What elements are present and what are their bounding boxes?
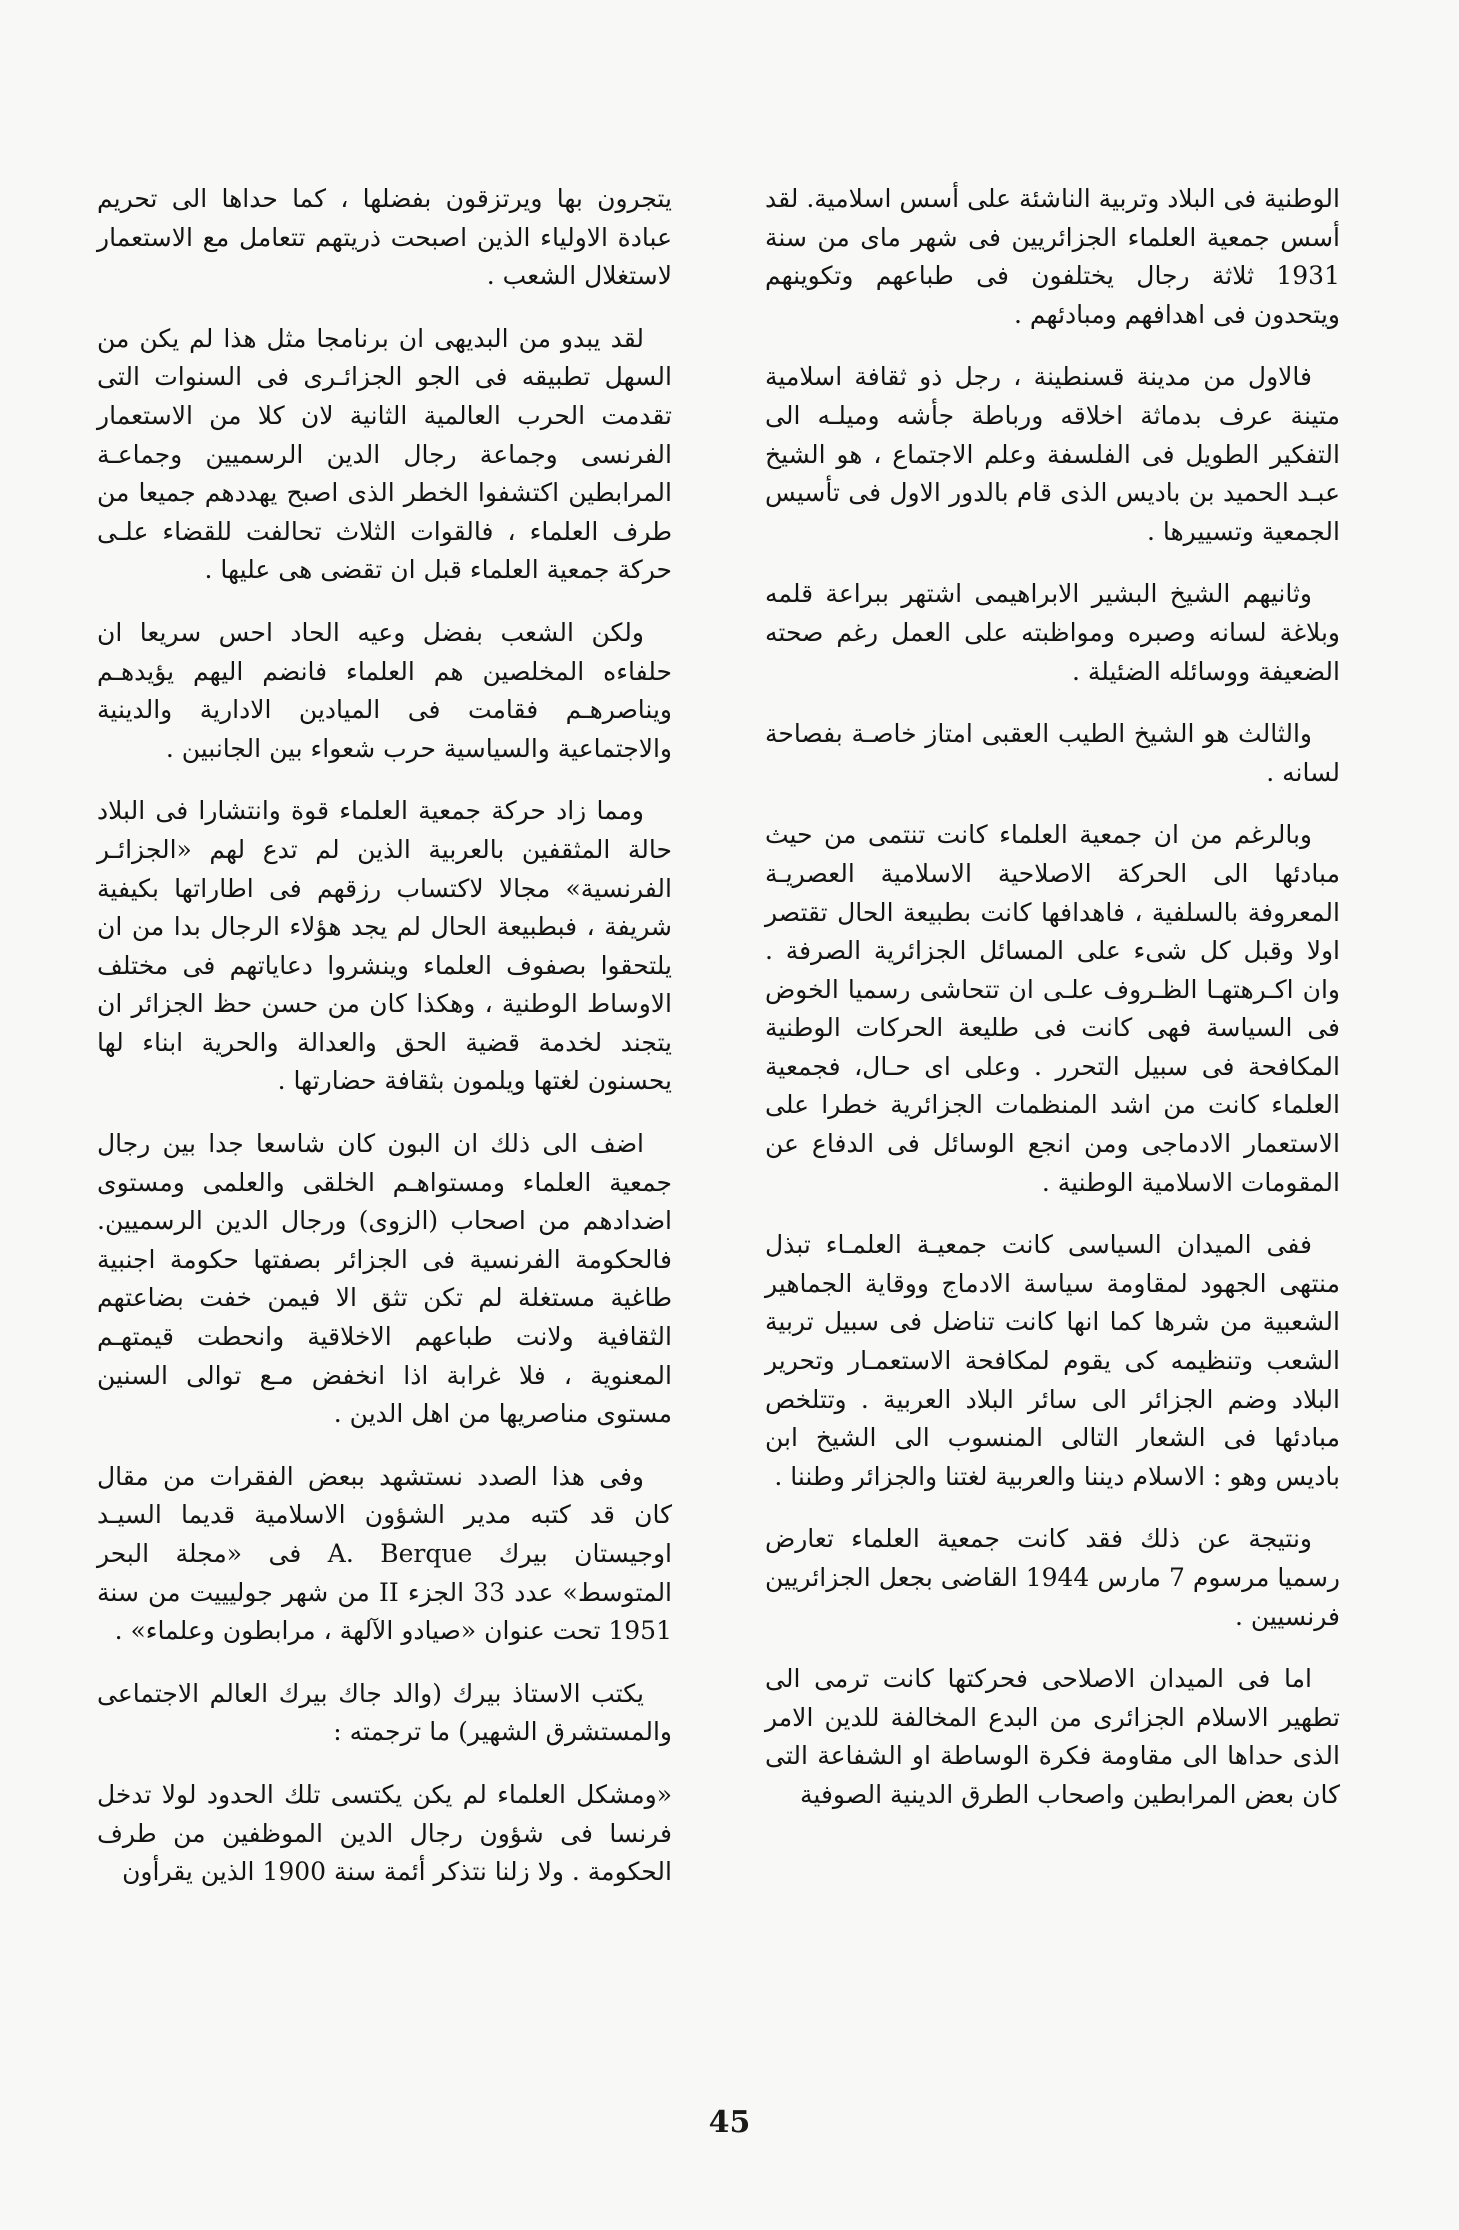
paragraph: ولكن الشعب بفضل وعيه الحاد احس سريعا ان حلفاءه المخلصين هم العلماء فانضم اليهم يؤيدهـم ويناصرهـم فقامت فى الميادين الادارية والدينية والاجتماعية والسياسية حرب شعواء بين الجانبين . <box>97 617 672 763</box>
paragraph: وفى هذا الصدد نستشهد ببعض الفقرات من مقال كان قد كتبه مدير الشؤون الاسلامية قديما السيـد اوجيستان بيرك A. Berque فى «مجلة البحر المتوسط» عدد 33 الجزء II من شهر جوليييت من سنة 1951 تحت عنوان «صيادو الآلهة ، مرابطون وعلماء» . <box>97 1461 673 1646</box>
paragraph: يكتب الاستاذ بيرك (والد جاك بيرك العالم الاجتماعى والمستشرق الشهير) ما ترجمته : <box>97 1678 672 1747</box>
paragraph: الوطنية فى البلاد وتربية الناشئة على أسس اسلامية. لقد أسس جمعية العلماء الجزائريين فى شهر ماى من سنة 1931 ثلاثة رجال يختلفون فى طباعهم وتكوينهم ويتحدون فى اهدافهم ومبادئهم . <box>764 184 1340 329</box>
paragraph: لقد يبدو من البديهى ان برنامجا مثل هذا لم يكن من السهل تطبيقه فى الجو الجزائـرى فى السنوات التى تقدمت الحرب العالمية الثانية لان كلا من الاستعمار الفرنسى وجماعة رجال الدين الرسميين وجماعـة المرابطين اكتشفوا الخطر الذى اصبح يهددهم جميعا من طرف العلماء ، فالقوات الثلاث تحالفت للقضاء علـى حركة جمعية العلماء قبل ان تقضى هى عليها . <box>97 323 672 585</box>
right-text-column <box>765 180 1340 1839</box>
quoted-paragraph: «ومشكل العلماء لم يكن يكتسى تلك الحدود لولا تدخل فرنسا فى شؤون رجال الدين الموظفين من طرف الحكومة . ولا زلنا نتذكر أئمة سنة 1900 الذين يقرأون <box>97 1779 672 1887</box>
paragraph: وثانيهم الشيخ البشير الابراهيمى اشتهر ببراعة قلمه وبلاغة لسانه وصبره ومواظبته على العمل رغم صحته الضعيفة ووسائله الضئيلة . <box>765 579 1340 686</box>
page-number: 45 <box>708 2105 751 2140</box>
paragraph: وبالرغم من ان جمعية العلماء كانت تنتمى من حيث مبادئها الى الحركة الاصلاحية الاسلامية العصريـة المعروفة بالسلفية ، فاهدافها كانت بطبيعة الحال تقتصر اولا وقبل كل شىء على المسائل الجزائرية الصرفة . وان اكـرهتهـا الظـروف علـى ان تتحاشى رسميا الخوض فى السياسة فهى كانت فى طليعة الحركات الوطنية المكافحة فى سبيل التحرر . وعلى اى حـال، فجمعية العلماء كانت من اشد المنظمات الجزائرية خطرا على الاستعمار الادماجى ومن انجع الوسائل فى الدفاع عن المقومات الاسلامية الوطنية . <box>765 820 1340 1197</box>
left-text-column <box>97 180 672 1916</box>
paragraph: اضف الى ذلك ان البون كان شاسعا جدا بين رجال جمعية العلماء ومستواهـم الخلقى والعلمى ومستوى اضدادهم من اصحاب (الزوى) ورجال الدين الرسميين. فالحكومة الفرنسية فى الجزائر بصفتها حكومة اجنبية طاغية مستغلة لم تكن تثق الا فيمن خفت بضاعتهم الثقافية ولانت طباعهم الاخلاقية وانحطت قيمتهـم المعنوية ، فلا غرابة اذا انخفض مـع توالى السنين مستوى مناصريها من اهل الدين . <box>97 1129 672 1429</box>
paragraph: يتجرون بها ويرتزقون بفضلها ، كما حداها الى تحريم عبادة الاولياء الذين اصبحت ذريتهم تتعامل مع الاستعمار لاستغلال الشعب . <box>97 184 672 291</box>
paragraph: والثالث هو الشيخ الطيب العقبى امتاز خاصـة بفصاحة لسانه . <box>765 719 1340 787</box>
paragraph: ونتيجة عن ذلك فقد كانت جمعية العلماء تعارض رسميا مرسوم 7 مارس 1944 القاضى بجعل الجزائريين فرنسيين . <box>765 1524 1341 1631</box>
paragraph: فالاول من مدينة قسنطينة ، رجل ذو ثقافة اسلامية متينة عرف بدماثة اخلاقه ورباطة جأشه وميلـه الى التفكير الطويل فى الفلسفة وعلم الاجتماع ، هو الشيخ عبـد الحميد بن باديس الذى قام بالدور الاول فى تأسيس الجمعية وتسييرها . <box>765 362 1340 546</box>
paragraph: اما فى الميدان الاصلاحى فحركتها كانت ترمى الى تطهير الاسلام الجزائرى من البدع المخالفة للدين الامر الذى حداها الى مقاومة فكرة الوساطة او الشفاعة التى كان بعض المرابطين واصحاب الطرق الدينية الصوفية <box>765 1664 1340 1809</box>
paragraph: ففى الميدان السياسى كانت جمعيـة العلمـاء تبذل منتهى الجهود لمقاومة سياسة الادماج ووقاية الجماهير الشعبية من شرها كما انها كانت تناضل فى سبيل تربية الشعب وتنظيمه كى يقوم لمكافحة الاستعمـار وتحرير البلاد وضم الجزائر الى سائر البلاد العربية . وتتلخص مبادئها فى الشعار التالى المنسوب الى الشيخ ابن باديس وهو : الاسلام ديننا والعربية لغتنا والجزائر وطننا . <box>765 1230 1340 1491</box>
paragraph: ومما زاد حركة جمعية العلماء قوة وانتشارا فى البلاد حالة المثقفين بالعربية الذين لم تدع لهم «الجزائـر الفرنسية» مجالا لاكتساب رزقهم فى اطاراتها بكيفية شريفة ، فبطبيعة الحال لم يجد هؤلاء الرجال بدا من ان يلتحقوا بصفوف العلماء وينشروا دعاياتهم فى مختلف الاوساط الوطنية ، وهكذا كان من حسن حظ الجزائر ان يتجند لخدمة قضية الحق والعدالة والحرية ابناء لها يحسنون لغتها ويلمون بثقافة حضارتها . <box>97 796 672 1096</box>
